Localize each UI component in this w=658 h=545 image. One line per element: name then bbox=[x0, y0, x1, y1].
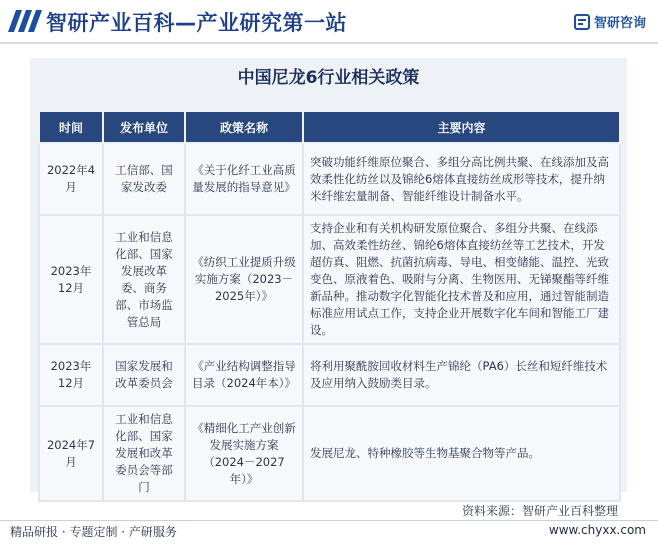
column-header-unit: 发布单位 bbox=[103, 111, 185, 143]
page-title: 智研产业百科—产业研究第一站 bbox=[46, 11, 347, 35]
cell-unit: 工业和信息化部、国家发展改革委、商务部、市场监管总局 bbox=[103, 215, 185, 344]
column-header-content: 主要内容 bbox=[303, 111, 620, 143]
cell-unit: 工业和信息化部、国家发展和改革委员会等部门 bbox=[103, 406, 185, 501]
table-header-row bbox=[39, 111, 620, 143]
table-row bbox=[39, 344, 620, 406]
policy-table bbox=[38, 110, 621, 502]
footer-website-link[interactable]: www.chyxx.com bbox=[548, 523, 646, 537]
footer-divider bbox=[0, 520, 658, 521]
column-header-time: 时间 bbox=[39, 111, 103, 143]
brand-name: 智研咨询 bbox=[593, 16, 646, 31]
cell-policy-name: 《精细化工产业创新发展实施方案（2024－2027年）》 bbox=[185, 406, 303, 501]
policy-panel bbox=[30, 58, 627, 492]
table-row bbox=[39, 215, 620, 344]
cell-time: 2024年7月 bbox=[39, 406, 103, 501]
table-title: 中国尼龙6行业相关政策 bbox=[237, 68, 420, 88]
cell-time: 2023年12月 bbox=[39, 344, 103, 406]
brand-logo[interactable] bbox=[574, 12, 646, 31]
cell-policy-name: 《纺织工业提质升级实施方案（2023－2025年）》 bbox=[185, 215, 303, 344]
footer-services: 精品研报 · 专题定制 · 产研服务 bbox=[10, 525, 177, 539]
cell-content: 支持企业和有关机构研发原位聚合、多组分共聚、在线添加、高效柔性纺丝、锦纶6熔体直接纺丝等工艺技术，开发超仿真、阻燃、抗菌抗病毒、导电、相变储能、温控、光致变色、原液着色、吸附与分离、生物医用、无锑聚酯等纤维新品种。推动数字化智能化技术普及和应用，通过智能制造标准应用试点工作，支持企业开展数字化车间和智能工厂建设。 bbox=[303, 215, 620, 344]
cell-unit: 工信部、国家发改委 bbox=[103, 143, 185, 215]
cell-content: 突破功能纤维原位聚合、多组分高比例共聚、在线添加及高效柔性化纺丝以及锦纶6熔体直接纺丝成形等技术，提升纳米纤维宏量制备、智能纤维设计制备水平。 bbox=[303, 143, 620, 215]
column-header-policy-name: 政策名称 bbox=[185, 111, 303, 143]
cell-policy-name: 《产业结构调整指导目录（2024年本）》 bbox=[185, 344, 303, 406]
table-row bbox=[39, 406, 620, 501]
header-divider bbox=[0, 42, 658, 44]
cell-time: 2023年12月 bbox=[39, 215, 103, 344]
cell-content: 将利用聚酰胺回收材料生产锦纶（PA6）长丝和短纤维技术及应用纳入鼓励类目录。 bbox=[303, 344, 620, 406]
header-stripes-decoration bbox=[8, 10, 44, 32]
cell-content: 发展尼龙、特种橡胶等生物基聚合物等产品。 bbox=[303, 406, 620, 501]
page-header bbox=[0, 0, 658, 44]
brand-logo-icon bbox=[574, 14, 590, 30]
table-row bbox=[39, 143, 620, 215]
cell-unit: 国家发展和改革委员会 bbox=[103, 344, 185, 406]
source-note: 资料来源：智研产业百科整理 bbox=[461, 504, 618, 518]
cell-policy-name: 《关于化纤工业高质量发展的指导意见》 bbox=[185, 143, 303, 215]
cell-time: 2022年4月 bbox=[39, 143, 103, 215]
